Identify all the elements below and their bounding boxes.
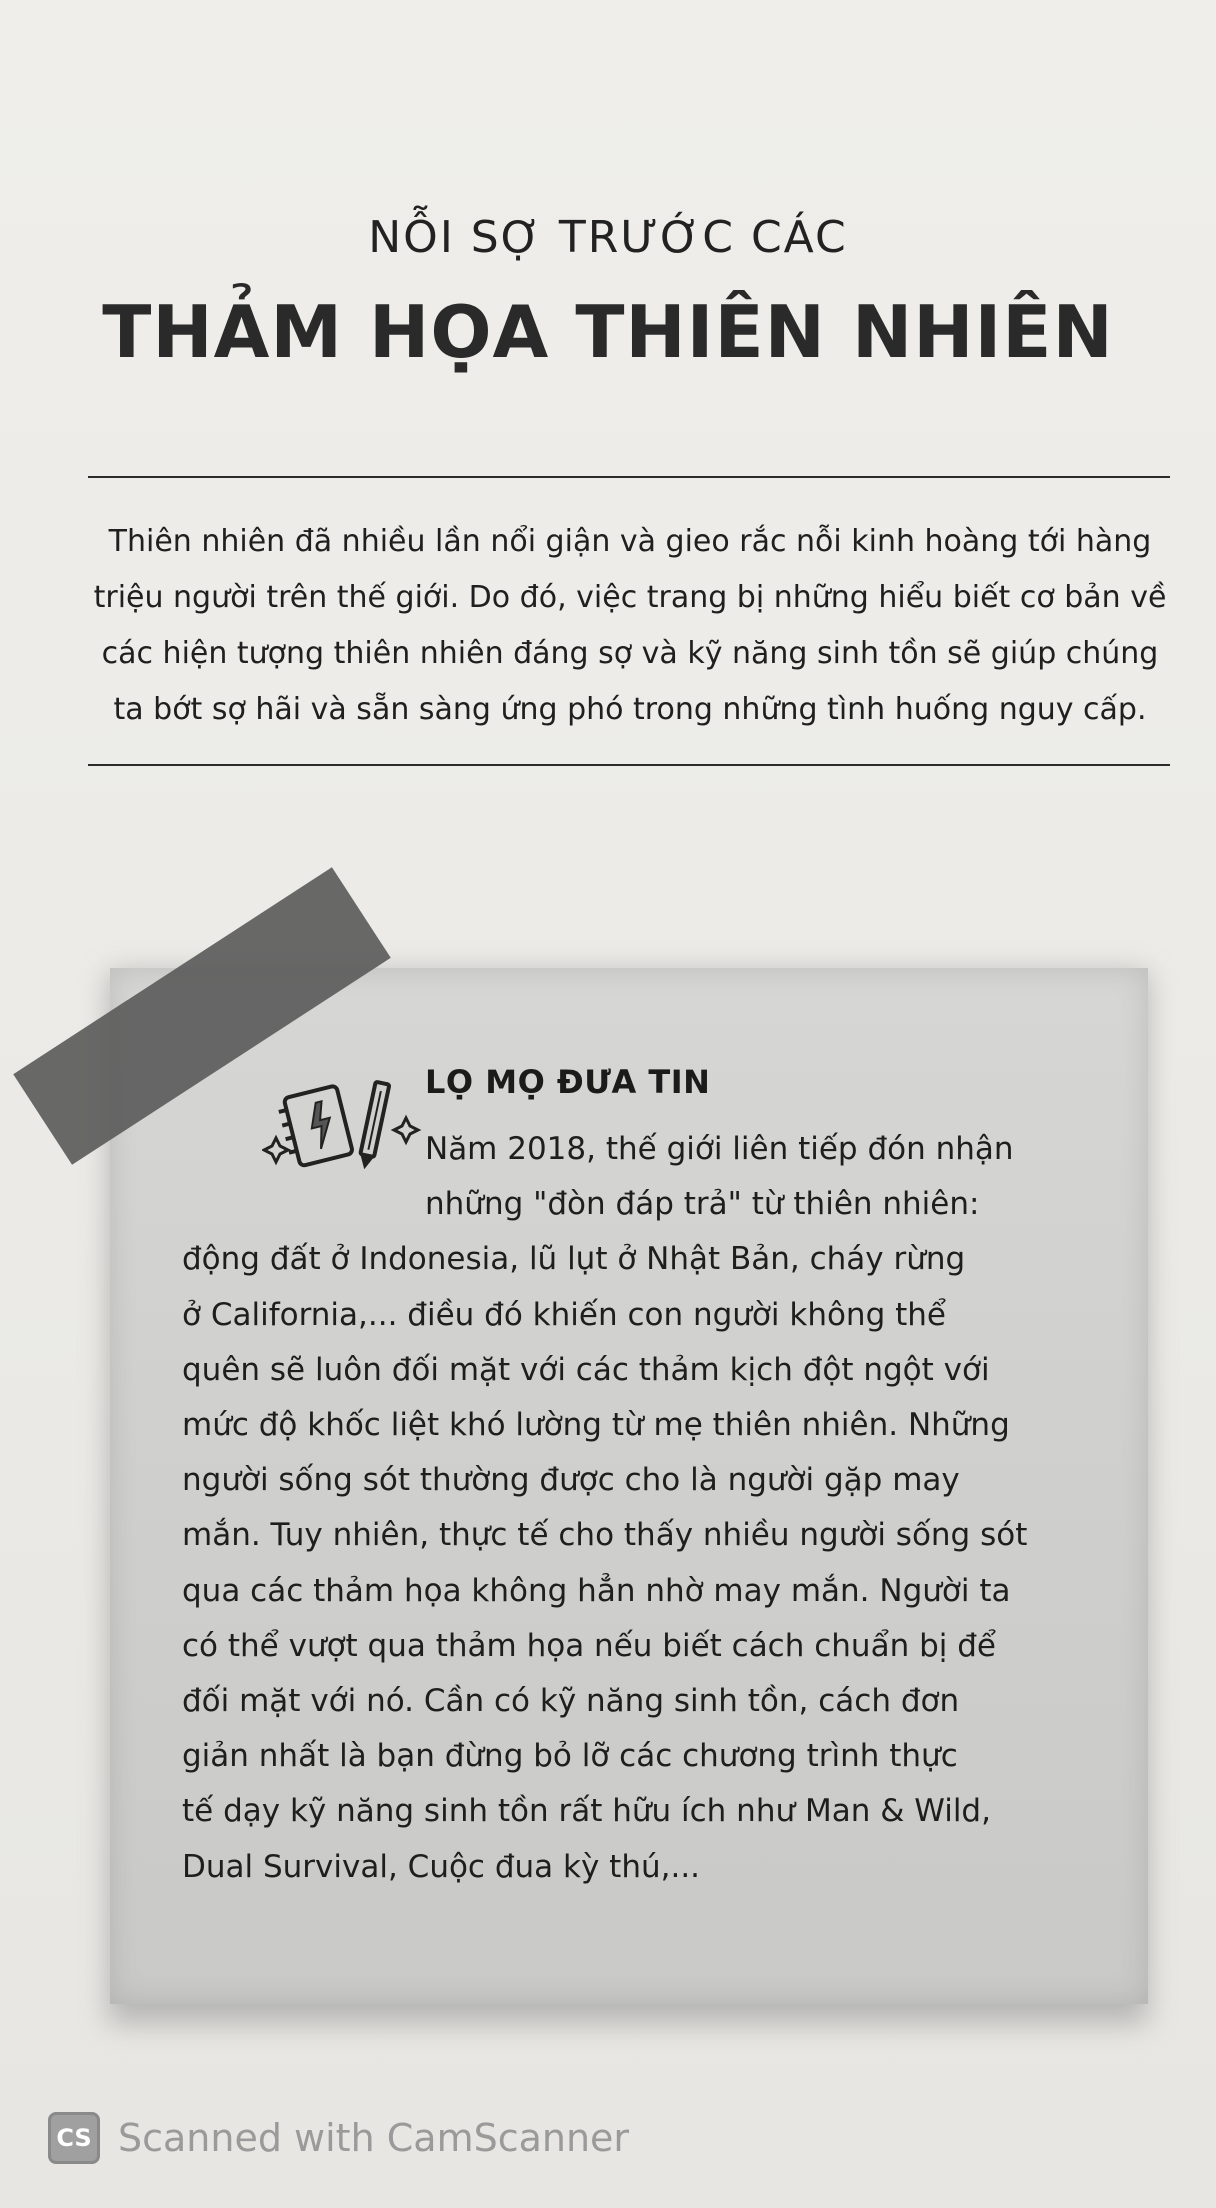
note-line: ở California,... điều đó khiến con người không thể xyxy=(182,1296,946,1333)
note-line: người sống sót thường được cho là người gặp may xyxy=(182,1462,960,1499)
note-heading: LỌ MỌ ĐƯA TIN xyxy=(425,1063,711,1101)
page-title: THẢM HỌA THIÊN NHIÊN xyxy=(102,290,1114,374)
note-line: giản nhất là bạn đừng bỏ lỡ các chương trình thực xyxy=(182,1738,958,1775)
note-line: có thể vượt qua thảm họa nếu biết cách chuẩn bị để xyxy=(182,1627,996,1664)
note-line: mức độ khốc liệt khó lường từ mẹ thiên nhiên. Những xyxy=(182,1407,1010,1444)
top-divider xyxy=(88,476,1170,478)
intro-paragraph xyxy=(80,514,1180,738)
intro-line: Thiên nhiên đã nhiều lần nổi giận và gieo rắc nỗi kinh hoàng tới hàng xyxy=(108,524,1152,559)
note-line: động đất ở Indonesia, lũ lụt ở Nhật Bản, cháy rừng xyxy=(182,1241,966,1278)
camscanner-watermark: Scanned with CamScanner xyxy=(118,2116,630,2160)
note-line: đối mặt với nó. Cần có kỹ năng sinh tồn, cách đơn xyxy=(182,1683,960,1720)
intro-line: ta bớt sợ hãi và sẵn sàng ứng phó trong những tình huống nguy cấp. xyxy=(113,692,1147,727)
bottom-divider xyxy=(88,764,1170,766)
intro-line: triệu người trên thế giới. Do đó, việc trang bị những hiểu biết cơ bản về xyxy=(93,580,1167,615)
page-kicker: NỖI SỢ TRƯỚC CÁC xyxy=(368,212,848,263)
intro-line: các hiện tượng thiên nhiên đáng sợ và kỹ năng sinh tồn sẽ giúp chúng xyxy=(101,636,1159,671)
note-line: qua các thảm họa không hẳn nhờ may mắn. Người ta xyxy=(182,1572,1011,1609)
note-line: quên sẽ luôn đối mặt với các thảm kịch đột ngột với xyxy=(182,1351,990,1388)
note-line: tế dạy kỹ năng sinh tồn rất hữu ích như Man & Wild, xyxy=(182,1793,991,1830)
note-line: Dual Survival, Cuộc đua kỳ thú,... xyxy=(182,1848,701,1885)
camscanner-logo-icon: CS xyxy=(48,2112,100,2164)
note-line: mắn. Tuy nhiên, thực tế cho thấy nhiều người sống sót xyxy=(182,1517,1028,1554)
note-line: những "đòn đáp trả" từ thiên nhiên: xyxy=(425,1186,980,1223)
note-body xyxy=(182,1122,1062,1895)
note-line: Năm 2018, thế giới liên tiếp đón nhận xyxy=(425,1131,1014,1167)
